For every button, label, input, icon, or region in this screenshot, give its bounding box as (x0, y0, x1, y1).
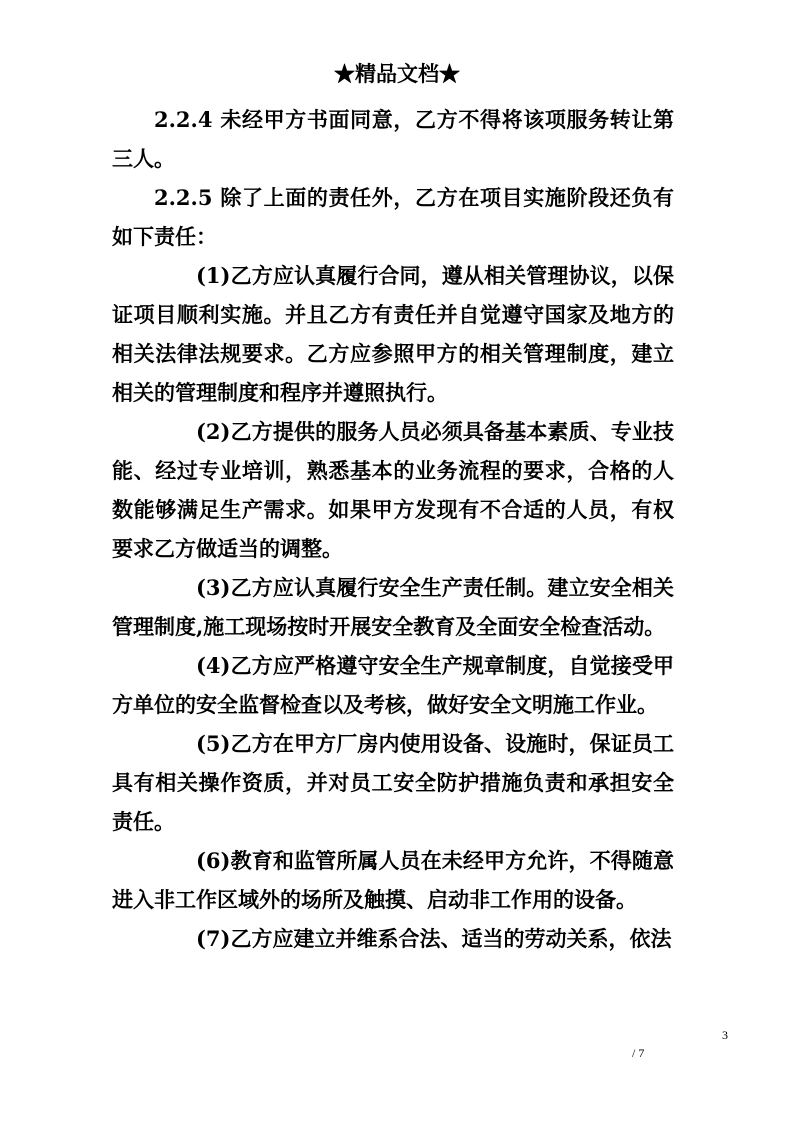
document-header-title: ★精品文档★ (334, 61, 460, 86)
page-number: 3 (722, 1028, 728, 1042)
clause-item-2: (2)乙方提供的服务人员必须具备基本素质、专业技能、经过专业培训，熟悉基本的业务流程的要求，合格的人数能够满足生产需求。如果甲方发现有不合适的人员，有权要求乙方做适当的调整。 (112, 419, 674, 561)
clause-item-4: (4)乙方应严格遵守安全生产规章制度，自觉接受甲方单位的安全监督检查以及考核，做好安全文明施工作业。 (112, 653, 674, 717)
clause-2-2-4: 2.2.4 未经甲方书面同意，乙方不得将该项服务转让第三人。 (112, 107, 674, 171)
document-body (112, 100, 674, 958)
clause-item-5: (5)乙方在甲方厂房内使用设备、设施时，保证员工具有相关操作资质，并对员工安全防护措施负责和承担安全责任。 (112, 731, 674, 834)
clause-2-2-5: 2.2.5 除了上面的责任外，乙方在项目实施阶段还负有如下责任： (112, 185, 674, 249)
clause-item-1: (1)乙方应认真履行合同，遵从相关管理协议，以保证项目顺利实施。并且乙方有责任并自觉遵守国家及地方的相关法律法规要求。乙方应参照甲方的相关管理制度，建立相关的管理制度和程序并遵照执行。 (112, 263, 674, 405)
clause-item-3: (3)乙方应认真履行安全生产责任制。建立安全相关管理制度,施工现场按时开展安全教育及全面安全检查活动。 (112, 575, 674, 639)
page-total: / 7 (632, 1046, 645, 1060)
clause-item-7: (7)乙方应建立并维系合法、适当的劳动关系，依法 (196, 926, 672, 951)
clause-item-6: (6)教育和监管所属人员在未经甲方允许，不得随意进入非工作区域外的场所及触摸、启动非工作用的设备。 (112, 848, 674, 912)
